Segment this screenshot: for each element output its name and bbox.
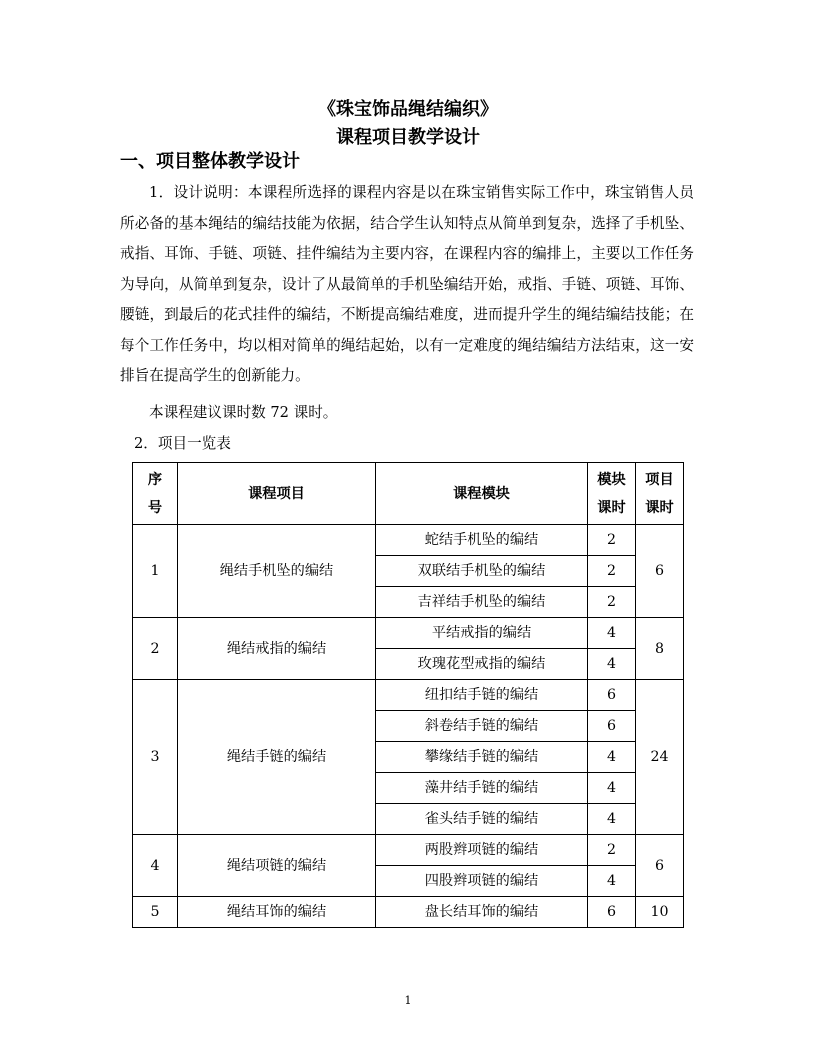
table-row — [133, 525, 684, 556]
cell-module-hours: 2 — [588, 525, 636, 556]
cell-module-hours: 4 — [588, 649, 636, 680]
cell-module: 攀缘结手链的编结 — [376, 742, 588, 773]
page-number: 1 — [404, 994, 412, 1007]
cell-module: 雀头结手链的编结 — [376, 804, 588, 835]
cell-module-hours: 4 — [588, 618, 636, 649]
cell-seq: 1 — [133, 525, 178, 618]
section-heading-overall-design: 一、项目整体教学设计 — [120, 151, 300, 172]
table-row — [133, 835, 684, 866]
cell-module: 四股辫项链的编结 — [376, 866, 588, 897]
cell-project-hours: 6 — [636, 835, 684, 897]
document-subtitle: 课程项目教学设计 — [336, 127, 480, 148]
header-project-hours — [636, 463, 684, 525]
header-seq-line1: 序 — [147, 471, 163, 488]
cell-module: 玫瑰花型戒指的编结 — [376, 649, 588, 680]
header-module-hours-line1: 模块 — [597, 471, 626, 488]
cell-module-hours: 6 — [588, 711, 636, 742]
cell-project: 绳结戒指的编结 — [178, 618, 376, 680]
table-row — [133, 897, 684, 928]
cell-module: 吉祥结手机坠的编结 — [376, 587, 588, 618]
header-seq-line2: 号 — [147, 499, 163, 516]
table-row — [133, 618, 684, 649]
cell-module-hours: 6 — [588, 680, 636, 711]
header-project: 课程项目 — [178, 463, 376, 525]
cell-project-hours: 24 — [636, 680, 684, 835]
cell-module-hours: 4 — [588, 742, 636, 773]
header-project-hours-line2: 课时 — [645, 499, 674, 516]
table-body — [133, 525, 684, 928]
cell-module-hours: 2 — [588, 587, 636, 618]
cell-module-hours: 6 — [588, 897, 636, 928]
cell-project: 绳结耳饰的编结 — [178, 897, 376, 928]
cell-module-hours: 4 — [588, 866, 636, 897]
cell-seq: 2 — [133, 618, 178, 680]
cell-module: 平结戒指的编结 — [376, 618, 588, 649]
cell-module: 两股辫项链的编结 — [376, 835, 588, 866]
cell-module: 纽扣结手链的编结 — [376, 680, 588, 711]
project-overview-table — [132, 462, 684, 928]
cell-module-hours: 4 — [588, 804, 636, 835]
cell-module: 盘长结耳饰的编结 — [376, 897, 588, 928]
cell-project: 绳结项链的编结 — [178, 835, 376, 897]
cell-project: 绳结手链的编结 — [178, 680, 376, 835]
cell-project-hours: 6 — [636, 525, 684, 618]
cell-project-hours: 8 — [636, 618, 684, 680]
cell-seq: 5 — [133, 897, 178, 928]
cell-project-hours: 10 — [636, 897, 684, 928]
cell-module: 蛇结手机坠的编结 — [376, 525, 588, 556]
header-module: 课程模块 — [376, 463, 588, 525]
cell-module-hours: 4 — [588, 773, 636, 804]
document-title: 《珠宝饰品绳结编织》 — [318, 99, 498, 120]
section-heading-project-list: 2．项目一览表 — [134, 435, 231, 452]
cell-module: 藻井结手链的编结 — [376, 773, 588, 804]
cell-module-hours: 2 — [588, 835, 636, 866]
cell-seq: 4 — [133, 835, 178, 897]
design-description-paragraph: 1．设计说明：本课程所选择的课程内容是以在珠宝销售实际工作中，珠宝销售人员所必备的基本绳结的编结技能为依据，结合学生认知特点从简单到复杂，选择了手机坠、戒指、耳饰、手链、项链、挂件编结为主要内容，在课程内容的编排上，主要以工作任务为导向，从简单到复杂，设计了从最简单的手机坠编结开始，戒指、手链、项链、耳饰、腰链，到最后的花式挂件的编结，不断提高编结难度，进而提升学生的绳结编结技能；在每个工作任务中，均以相对简单的绳结起始，以有一定难度的绳结编结方法结束，这一安排旨在提高学生的创新能力。 — [120, 184, 694, 384]
table-row — [133, 680, 684, 711]
header-project-hours-line1: 项目 — [645, 471, 674, 488]
cell-project: 绳结手机坠的编结 — [178, 525, 376, 618]
cell-module-hours: 2 — [588, 556, 636, 587]
cell-module: 斜卷结手链的编结 — [376, 711, 588, 742]
suggested-hours-note: 本课程建议课时数 72 课时。 — [149, 404, 338, 421]
cell-module: 双联结手机坠的编结 — [376, 556, 588, 587]
header-module-hours-line2: 课时 — [597, 499, 626, 516]
cell-seq: 3 — [133, 680, 178, 835]
header-module-hours — [588, 463, 636, 525]
header-seq — [133, 463, 178, 525]
